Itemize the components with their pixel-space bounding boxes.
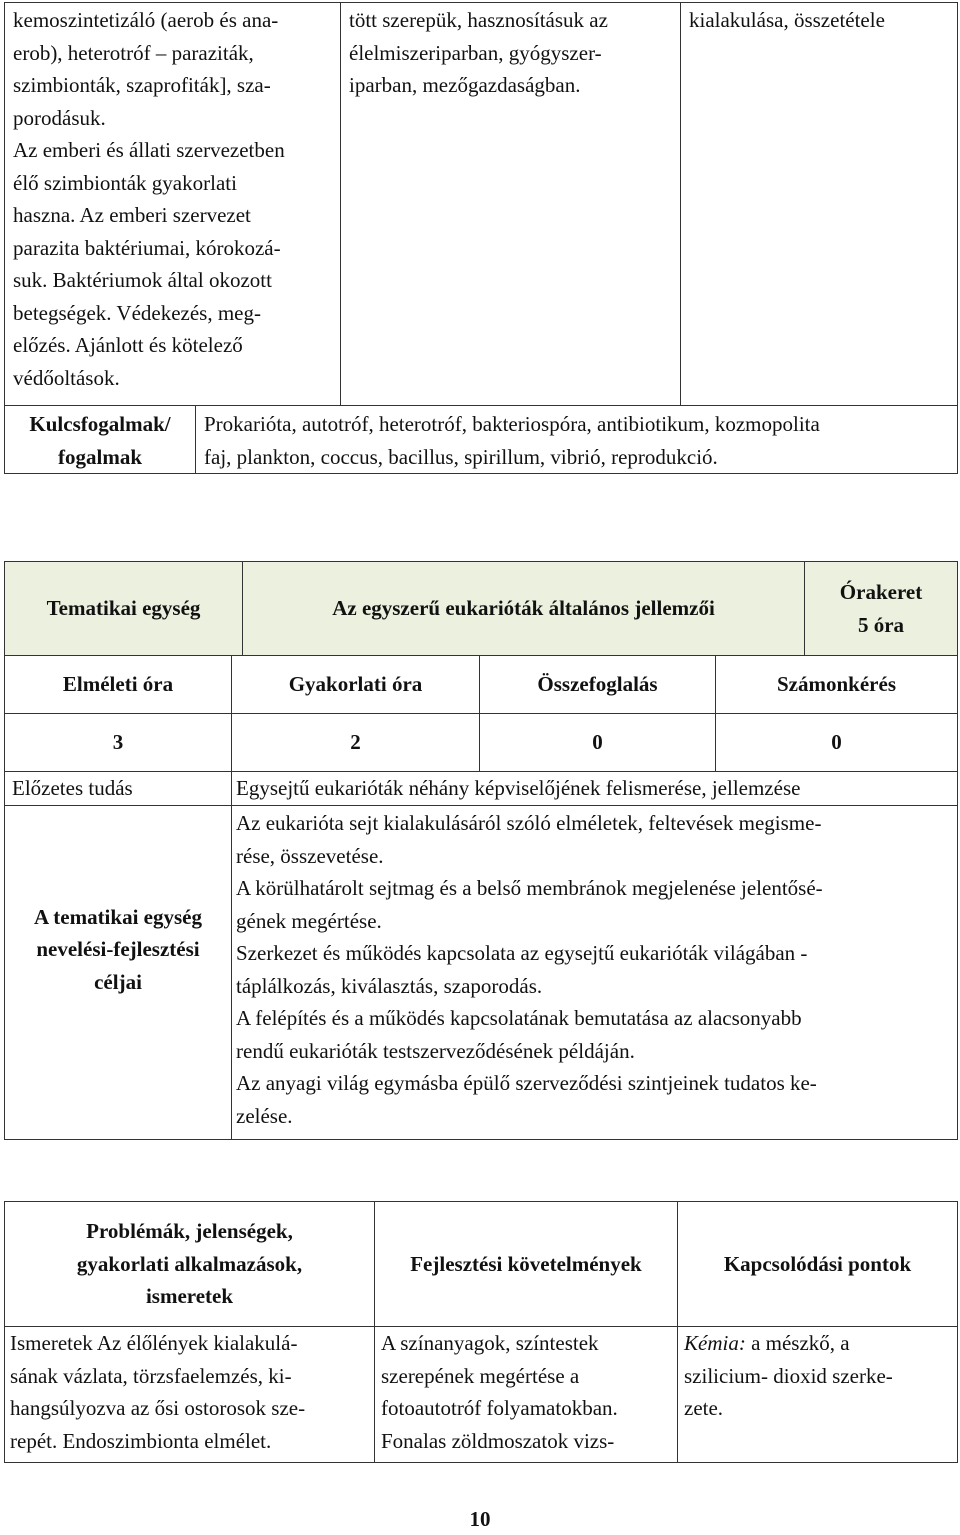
unit-title-cell [243,562,805,656]
text-line: zete. [684,1396,724,1420]
text-line: szilicium- dioxid szerke- [684,1363,893,1388]
header-connections: Kapcsolódási pontok [678,1202,958,1327]
header-cell: Összefoglalás [480,656,716,714]
content-cell [5,3,341,406]
prior-knowledge-label: Előzetes tudás [5,772,232,806]
content-table [4,1201,958,1463]
text-line: betegségek. Védekezés, meg- [13,300,262,325]
value-cell: 3 [5,714,232,772]
text-line: erob), heterotróf – paraziták, [13,40,254,65]
value-cell: 2 [232,714,480,772]
text-line: hangsúlyozva az ősi ostorosok sze- [10,1396,306,1420]
text-line: táplálkozás, kiválasztás, szaporodás. [236,973,543,998]
value-cell: 0 [716,714,958,772]
text-line: előzés. Ajánlott és kötelező [13,333,243,357]
prior-knowledge-text: Egysejtű eukarióták néhány képviselőjének felismerése, jellemzése [232,772,958,806]
text-line: Szerkezet és működés kapcsolata az egysejtű eukarióták világában - [236,941,808,965]
text-line: A felépítés és a működés kapcsolatának bemutatása az alacsonyabb [236,1006,802,1030]
connections-cell: Kémia: a mészkő, a szilicium- dioxid szerke- zete. [678,1327,958,1463]
text-line: rése, összevetése. [236,843,384,868]
text-line: szimbionták, szaprofiták], sza- [13,73,271,97]
text-line: haszna. Az emberi szervezet [13,203,251,227]
header-requirements: Fejlesztési követelmények [375,1202,678,1327]
subject-label: Kémia: [684,1331,746,1355]
text-line: fotoautotróf folyamatokban. [381,1396,618,1420]
text-line: védőoltások. [13,365,120,390]
unit-label-cell: Tematikai egység [5,562,243,656]
key-concepts-text: Prokarióta, autotróf, heterotróf, bakteriospóra, antibiotikum, kozmopolita faj, plankton, coccus, bacillus, spirillum, vibrió, reprodukció. [196,406,958,474]
goals-text [232,806,958,1140]
text-line: iparban, mezőgazdaságban. [349,73,581,97]
text-line: Fonalas zöldmoszatok vizs- [381,1428,615,1453]
text-line: tött szerepük, hasznosításuk az [349,8,608,32]
text-line: gének megértése. [236,908,382,933]
header-problems: Problémák, jelenségek, gyakorlati alkalmazások, ismeretek [5,1202,375,1327]
text-line: porodásuk. [13,105,106,130]
text-line: parazita baktériumai, kórokozá- [13,235,281,260]
connection-cell [681,3,958,406]
page-number: 10 [469,1507,491,1531]
key-concepts-label: Kulcsfogalmak/ fogalmak [5,406,196,474]
text-line: sának vázlata, törzsfaelemzés, ki- [10,1363,292,1388]
text-line: rendű eukarióták testszerveződésének példáján. [236,1038,635,1063]
text-line: zelése. [236,1103,293,1128]
problems-cell [5,1327,375,1463]
text-line: Az anyagi világ egymásba épülő szerveződési szintjeinek tudatos ke- [236,1071,817,1095]
time-frame-cell: Órakeret 5 óra [805,562,958,656]
unit-title: Az egyszerű eukarióták általános jellemzői [332,596,715,621]
table-continuation [4,2,958,474]
text-line: élő szimbionták gyakorlati [13,170,237,195]
header-cell: Elméleti óra [5,656,232,714]
text-line: szerepének megértése a [381,1363,580,1388]
header-cell: Számonkérés [716,656,958,714]
text-line: suk. Baktériumok által okozott [13,268,272,292]
text-line: kialakulása, összetétele [689,8,885,32]
text-line: kemoszintetizáló (aerob és ana- [13,8,279,32]
requirements-cell [375,1327,678,1463]
unit-table [4,561,958,1140]
text-line: Az emberi és állati szervezetben [13,138,285,162]
text-line: repét. Endoszimbionta elmélet. [10,1428,272,1453]
text-line: Az eukarióta sejt kialakulásáról szóló elméletek, feltevések megisme- [236,811,822,835]
development-cell [341,3,681,406]
goals-label: A tematikai egység nevelési-fejlesztési céljai [5,806,232,1140]
text-line: Ismeretek Az élőlények kialakulá- [10,1331,298,1355]
text-line: A körülhatárolt sejtmag és a belső membránok megjelenése jelentősé- [236,876,823,900]
value-cell: 0 [480,714,716,772]
header-cell: Gyakorlati óra [232,656,480,714]
text-line: A színanyagok, színtestek [381,1331,599,1355]
text-line: élelmiszeriparban, gyógyszer- [349,40,602,65]
